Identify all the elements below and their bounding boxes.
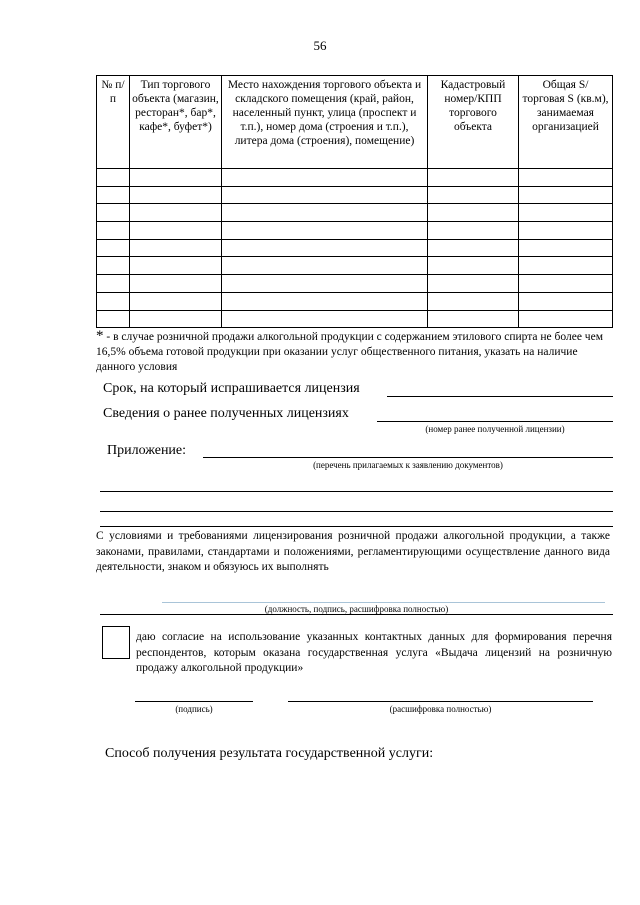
table-cell[interactable] [130, 239, 222, 257]
table-cell[interactable] [428, 257, 519, 275]
table-row [97, 275, 613, 293]
table-cell[interactable] [97, 222, 130, 240]
table-row [97, 292, 613, 310]
table-row [97, 204, 613, 222]
footnote-text: - в случае розничной продажи алкогольной продукции с содержанием этилового спирта не более чем 16,5% объема готовой продукции при оказании услуг общественного питания, указать на наличие данного условия [96, 331, 603, 373]
table-cell[interactable] [97, 257, 130, 275]
col-header-location: Место нахождения торгового объекта и складского помещения (край, район, населенный пункт, улица (проспект и т.п.), номер дома (строения и т.п.), литера дома (строения), помещение) [222, 76, 428, 169]
attachment-input-line[interactable] [203, 457, 613, 458]
attachment-label: Приложение: [107, 443, 187, 458]
table-cell[interactable] [519, 186, 613, 204]
consent-checkbox[interactable] [102, 626, 130, 659]
table-cell[interactable] [519, 310, 613, 328]
table-cell[interactable] [222, 275, 428, 293]
table-cell[interactable] [519, 292, 613, 310]
table-cell[interactable] [222, 186, 428, 204]
col-header-cadastral: Кадастровый номер/КПП торгового объекта [428, 76, 519, 169]
result-method-label: Способ получения результата государственной услуги: [105, 746, 434, 761]
table-cell[interactable] [130, 204, 222, 222]
signature-input-line[interactable] [162, 602, 605, 603]
table-cell[interactable] [97, 186, 130, 204]
signature-bottom-rule [100, 614, 613, 615]
table-row [97, 186, 613, 204]
signature-caption: (должность, подпись, расшифровка полностью) [264, 604, 449, 614]
table-row [97, 257, 613, 275]
table-cell[interactable] [428, 222, 519, 240]
footnote [96, 329, 618, 375]
agreement-top-rule [100, 526, 613, 527]
table-row [97, 169, 613, 187]
table-cell[interactable] [130, 292, 222, 310]
consent-text: даю согласие на использование указанных контактных данных для формирования перечня респондентов, которым оказана государственная услуга «Выдача лицензий на розничную продажу алкогольной продукции» [136, 631, 612, 674]
col-header-area: Общая S/ торговая S (кв.м), занимаемая организацией [519, 76, 613, 169]
footnote-star: * [96, 328, 104, 344]
table-cell[interactable] [428, 204, 519, 222]
table-cell[interactable] [130, 275, 222, 293]
col-header-number: № п/п [97, 76, 130, 169]
table-cell[interactable] [97, 169, 130, 187]
table-cell[interactable] [519, 222, 613, 240]
table-cell[interactable] [222, 257, 428, 275]
attachment-caption: (перечень прилагаемых к заявлению документов) [313, 460, 503, 470]
table-cell[interactable] [519, 239, 613, 257]
table-cell[interactable] [428, 275, 519, 293]
table-cell[interactable] [222, 204, 428, 222]
attachment-line-3[interactable] [100, 511, 613, 512]
table-cell[interactable] [97, 204, 130, 222]
table-cell[interactable] [97, 239, 130, 257]
consent-sign-caption: (подпись) [175, 704, 213, 714]
table-cell[interactable] [519, 204, 613, 222]
trade-objects-table [96, 75, 613, 328]
table-cell[interactable] [222, 222, 428, 240]
previous-licenses-caption: (номер ранее полученной лицензии) [425, 424, 565, 434]
consent-sign-line[interactable] [135, 701, 253, 702]
table-cell[interactable] [97, 292, 130, 310]
table-cell[interactable] [130, 186, 222, 204]
table-cell[interactable] [428, 186, 519, 204]
term-label: Срок, на который испрашивается лицензия [103, 381, 360, 396]
table-row [97, 239, 613, 257]
table-cell[interactable] [130, 222, 222, 240]
table-cell[interactable] [428, 239, 519, 257]
table-cell[interactable] [222, 292, 428, 310]
table-cell[interactable] [428, 169, 519, 187]
table-cell[interactable] [130, 169, 222, 187]
table-cell[interactable] [428, 310, 519, 328]
table-row [97, 310, 613, 328]
table-row [97, 222, 613, 240]
table-cell[interactable] [97, 310, 130, 328]
previous-licenses-input-line[interactable] [377, 421, 613, 422]
col-header-object-type: Тип торгового объекта (магазин, ресторан*, бар*, кафе*, буфет*) [130, 76, 222, 169]
table-header-row [97, 76, 613, 169]
table-cell[interactable] [222, 310, 428, 328]
table-cell[interactable] [222, 239, 428, 257]
consent-name-caption: (расшифровка полностью) [389, 704, 492, 714]
page-number: 56 [313, 38, 327, 53]
previous-licenses-label: Сведения о ранее полученных лицензиях [103, 406, 349, 421]
table-cell[interactable] [519, 275, 613, 293]
table-cell[interactable] [428, 292, 519, 310]
table-cell[interactable] [130, 257, 222, 275]
attachment-line-2[interactable] [100, 491, 613, 492]
table-cell[interactable] [519, 257, 613, 275]
term-input-line[interactable] [387, 396, 613, 397]
table-cell[interactable] [130, 310, 222, 328]
consent-name-line[interactable] [288, 701, 593, 702]
table-cell[interactable] [97, 275, 130, 293]
table-cell[interactable] [519, 169, 613, 187]
table-cell[interactable] [222, 169, 428, 187]
agreement-text: С условиями и требованиями лицензирования розничной продажи алкогольной продукции, а также законами, правилами, стандартами и положениями, регламентирующими осуществление данного вида деятельности, знаком и обязуюсь их выполнять [96, 530, 610, 573]
